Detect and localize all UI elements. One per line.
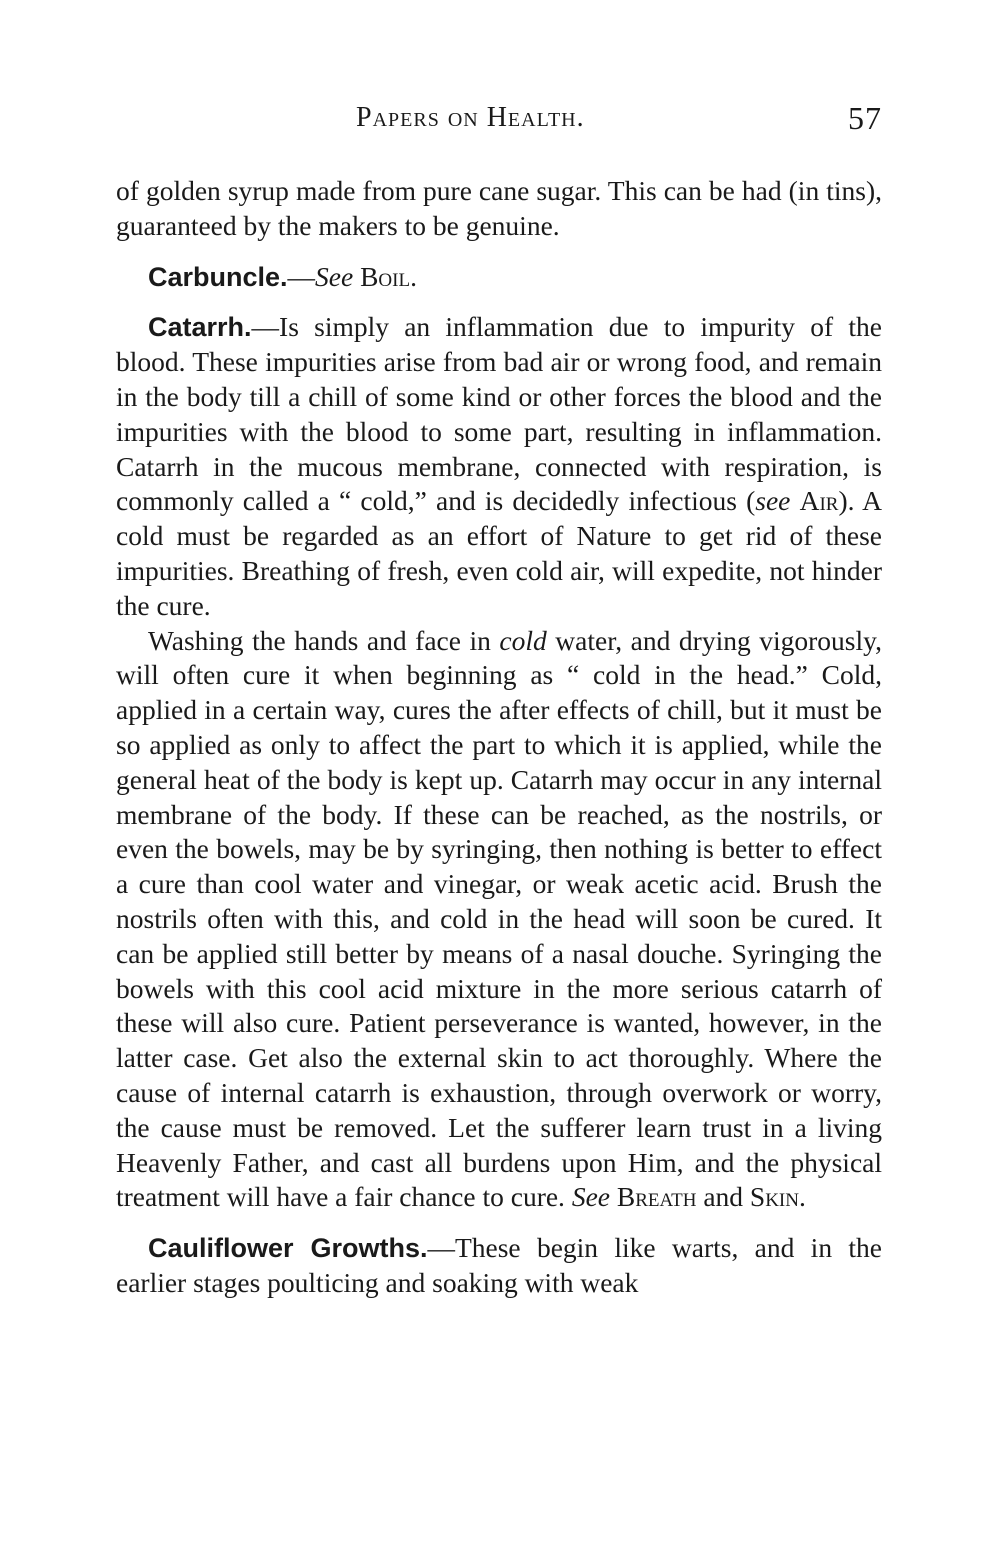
headword-catarrh: Catarrh. [148, 312, 252, 343]
catarrh-paragraph-2 [116, 624, 882, 1216]
catarrh-cross-reference-breath: Breath [616, 1181, 697, 1213]
catarrh-p2-see: See [571, 1181, 610, 1213]
catarrh-cross-reference-air: Air [799, 485, 839, 517]
continuation-paragraph: of golden syrup made from pure cane sugar. This can be had (in tins), guaranteed by the makers to be genuine. [116, 175, 882, 241]
catarrh-text-part1: —Is simply an inflammation due to impurity of the blood. These impurities arise from bad air or wrong food, and remain in the body till a chill of some kind or other forces the blood and the impurities with the blood to some part, resulting in inflammation. Catarrh in the mucous membrane, connected with respiration, is commonly called a “ cold,” and is decidedly infectious ( [116, 311, 882, 517]
running-head [116, 100, 882, 140]
catarrh-p2-text-a: Washing the hands and face in [148, 624, 500, 656]
catarrh-see: see [755, 485, 791, 517]
running-title: Papers on Health. [356, 102, 585, 133]
book-page [116, 100, 882, 1301]
catarrh-cross-reference-skin: Skin. [749, 1181, 806, 1213]
entry-cauliflower-growths [116, 1231, 882, 1301]
carbuncle-dash: — [287, 260, 316, 292]
headword-cauliflower-growths: Cauliflower Growths. [148, 1233, 428, 1264]
catarrh-text-part2: ). A cold must be regarded as an effort of Nature to get rid of these impurities. Breathing of fresh, even cold air, will expedite, not hinder the cure. [116, 485, 883, 621]
page-number: 57 [848, 100, 882, 136]
carbuncle-see: See [315, 260, 354, 292]
catarrh-p2-and: and [696, 1181, 750, 1213]
entry-carbuncle [116, 260, 882, 295]
cauliflower-text: —These begin like warts, and in the earlier stages poulticing and soaking with weak [116, 1232, 882, 1298]
carbuncle-cross-reference: Boil. [360, 260, 417, 292]
catarrh-p2-emphasis: cold [499, 624, 547, 656]
catarrh-p2-text-b: water, and drying vigorously, will often cure it when beginning as “ cold in the head.” Cold, applied in a certain way, cures the after effects of chill, but it must be so applied as only to affect the part to which it is applied, while the general heat of the body is kept up. Catarrh may occur in any internal membrane of the body. If these can be reached, as the nostrils, or even the bowels, may be by syringing, then nothing is better to effect a cure than cool water and vinegar, or weak acetic acid. Brush the nostrils often with this, and cold in the head will soon be cured. It can be applied still better by means of a nasal douche. Syringing the bowels with this cool acid mixture in the more serious catarrh of these will also cure. Patient perseverance is wanted, however, in the latter case. Get also the external skin to act thoroughly. Where the cause of internal catarrh is exhaustion, through overwork or worry, the cause must be removed. Let the sufferer learn trust in a living Heavenly Father, and cast all burdens upon Him, and the physical treatment will have a fair chance to cure. [116, 624, 882, 1213]
headword-carbuncle: Carbuncle. [148, 261, 288, 292]
entry-catarrh [116, 310, 882, 623]
